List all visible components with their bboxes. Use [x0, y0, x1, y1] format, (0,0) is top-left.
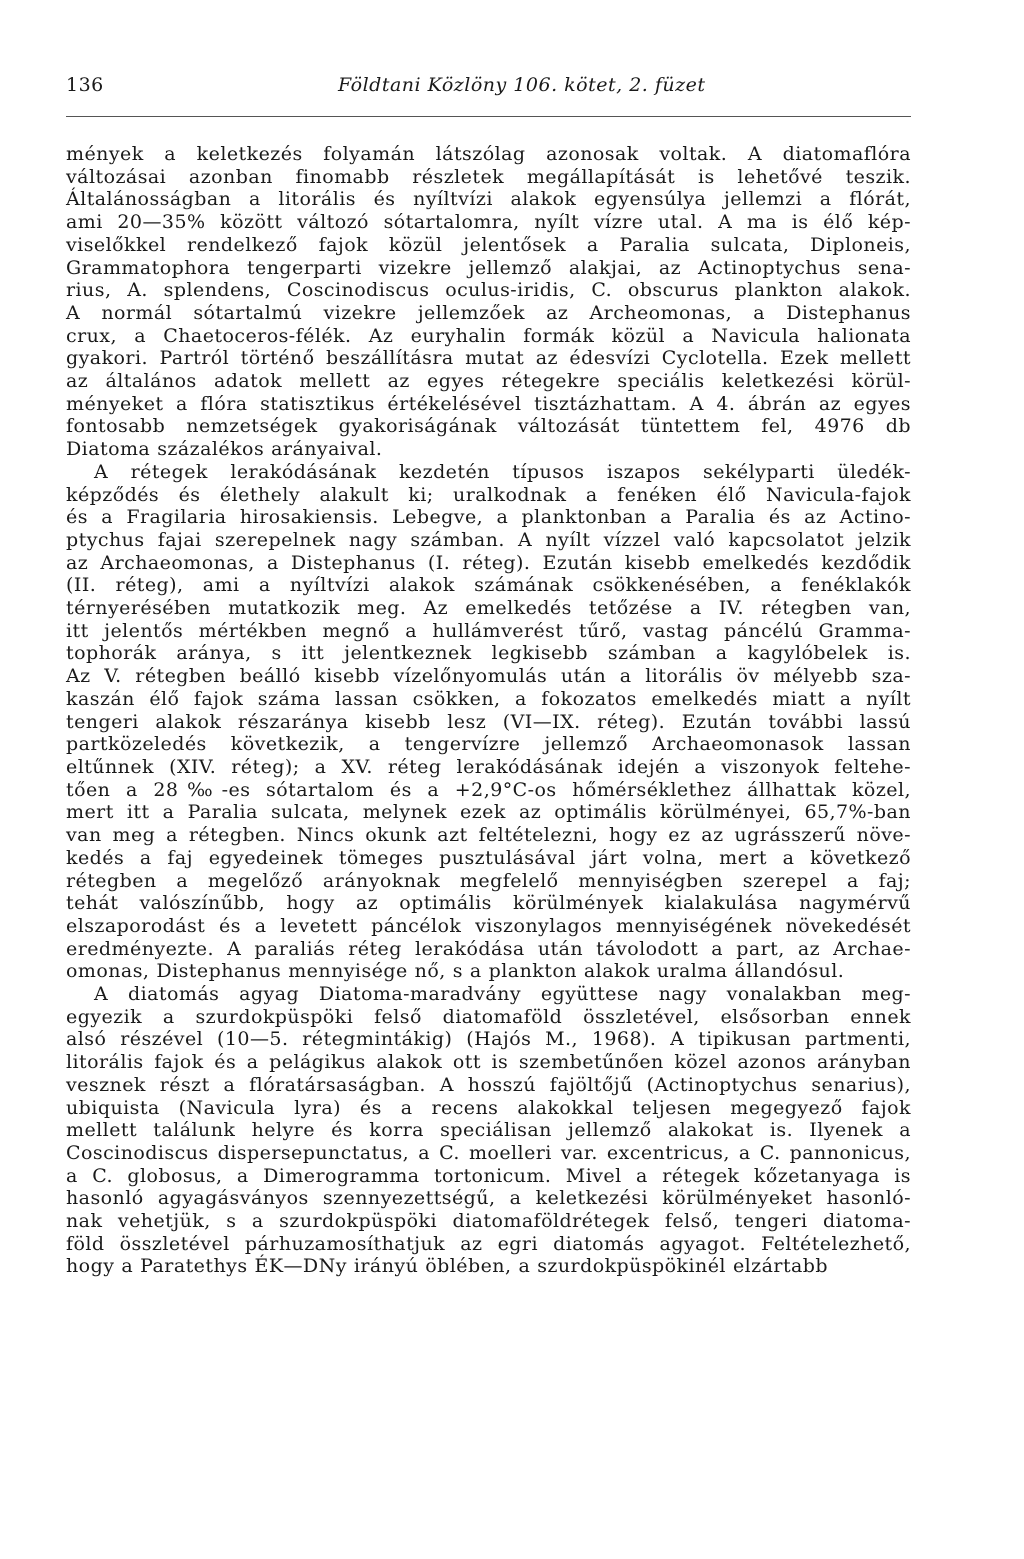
text-line: alsó részével (10—5. rétegmintákig) (Hajós M., 1968). A tipikusan partmenti, [66, 1028, 911, 1051]
text-line: tophorák aránya, s itt jelentkeznek legkisebb számban a kagylóbelek is. [66, 642, 911, 665]
text-line: az általános adatok mellett az egyes rétegekre speciális keletkezési körül- [66, 370, 911, 393]
text-line: A normál sótartalmú vizekre jellemzőek az Archeomonas, a Distephanus [66, 301, 911, 324]
paragraph [66, 983, 911, 1278]
page-number: 136 [66, 74, 104, 96]
text-line: rétegben a megelőző arányoknak megfelelő mennyiségben szerepel a faj; [66, 869, 911, 892]
text-line: ubiquista (Navicula lyra) és a recens alakokkal teljesen megegyező fajok [66, 1096, 911, 1119]
text-line: Diatoma százalékos arányaival. [66, 438, 383, 461]
text-line: változásai azonban finomabb részletek megállapítását is lehetővé teszik. [66, 165, 911, 188]
text-line: mények a keletkezés folyamán látszólag azonosak voltak. A diatomaflóra [66, 143, 911, 165]
paragraph [66, 143, 911, 461]
text-line: ami 20—35% között változó sótartalomra, nyílt vízre utal. A ma is élő kép- [66, 211, 911, 234]
text-line: képződés és élethely alakult ki; uralkodnak a fenéken élő Navicula-fajok [66, 483, 911, 506]
text-line: Az V. rétegben beálló kisebb vízelőnyomulás után a litorális öv mélyebb sza- [66, 665, 911, 688]
text-line: nak vehetjük, s a szurdokpüspöki diatomaföldrétegek felső, tengeri diatoma- [66, 1210, 911, 1233]
text-line: ptychus fajai szerepelnek nagy számban. A nyílt vízzel való kapcsolatot jelzik [66, 528, 911, 551]
text-line: Általánosságban a litorális és nyíltvízi alakok egyensúlya jellemzi a flórát, [66, 188, 911, 211]
text-line: hasonló agyagásványos szennyezettségű, a keletkezési körülményeket hasonló- [66, 1187, 911, 1210]
text-line: rius, A. splendens, Coscinodiscus oculus-iridis, C. obscurus plankton alakok. [66, 279, 911, 302]
text-line: térnyerésében mutatkozik meg. Az emelkedés tetőzése a IV. rétegben van, [66, 597, 911, 620]
text-line: kedés a faj egyedeinek tömeges pusztulásával járt volna, mert a következő [66, 846, 911, 869]
text-line: litorális fajok és a pelágikus alakok ott is szembetűnően közel azonos arányban [66, 1051, 911, 1074]
text-line: eredményezte. A paraliás réteg lerakódása után távolodott a part, az Archae- [66, 937, 911, 960]
text-line: Coscinodiscus dispersepunctatus, a C. moelleri var. excentricus, a C. pannonicus, [66, 1141, 911, 1164]
text-line: a C. globosus, a Dimerogramma tortonicum. Mivel a rétegek kőzetanyaga is [66, 1164, 911, 1187]
text-line: vesznek részt a flóratársaságban. A hosszú fajöltőjű (Actinoptychus senarius), [66, 1073, 911, 1096]
text-line: Grammatophora tengerparti vizekre jellemző alakjai, az Actinoptychus sena- [66, 256, 911, 279]
text-line: (II. réteg), ami a nyíltvízi alakok számának csökkenésében, a fenéklakók [66, 574, 911, 597]
paragraph [66, 461, 911, 983]
text-line: viselőkkel rendelkező fajok közül jelentősek a Paralia sulcata, Diploneis, [66, 233, 911, 256]
text-line: és a Fragilaria hirosakiensis. Lebegve, a planktonban a Paralia és az Actino- [66, 506, 911, 529]
text-line: itt jelentős mértékben megnő a hullámverést tűrő, vastag páncélú Gramma- [66, 619, 911, 642]
article-body [66, 143, 911, 1278]
text-line: egyezik a szurdokpüspöki felső diatomaföld összletével, elsősorban ennek [66, 1005, 911, 1028]
text-line: omonas, Distephanus mennyisége nő, s a plankton alakok uralma állandósul. [66, 960, 845, 983]
text-line: partközeledés következik, a tengervízre jellemző Archaeomonasok lassan [66, 733, 911, 756]
text-line: tengeri alakok részaránya kisebb lesz (VI—IX. réteg). Ezután további lassú [66, 710, 911, 733]
text-line: A rétegek lerakódásának kezdetén típusos iszapos sekélyparti üledék- [94, 460, 911, 483]
text-line: van meg a rétegben. Nincs okunk azt feltételezni, hogy ez az ugrásszerű növe- [66, 824, 911, 847]
text-line: eltűnnek (XIV. réteg); a XV. réteg lerakódásának idején a viszonyok feltehe- [66, 755, 911, 778]
text-line: az Archaeomonas, a Distephanus (I. réteg). Ezután kisebb emelkedés kezdődik [66, 551, 911, 574]
text-line: kaszán élő fajok száma lassan csökken, a fokozatos emelkedés miatt a nyílt [66, 687, 911, 710]
text-line: föld összletével párhuzamosíthatjuk az egri diatomás agyagot. Feltételezhető, [66, 1232, 911, 1255]
text-line: elszaporodást és a levetett páncélok viszonylagos mennyiségének növekedését [66, 914, 911, 937]
text-line: tően a 28‰-es sótartalom és a +2,9°C-os hőmérséklethez állhattak közel, [66, 778, 911, 801]
text-line: tehát valószínűbb, hogy az optimális körülmények kialakulása nagymérvű [66, 892, 911, 915]
text-line: hogy a Paratethys ÉK—DNy irányú öblében, a szurdokpüspökinél elzártabb [66, 1255, 829, 1278]
text-line: mert itt a Paralia sulcata, melynek ezek az optimális körülményei, 65,7%-ban [66, 801, 911, 824]
header-rule [66, 116, 911, 117]
text-line: crux, a Chaetoceros-félék. Az euryhalin formák közül a Navicula halionata [66, 324, 911, 347]
text-line: gyakori. Partról történő beszállításra mutat az édesvízi Cyclotella. Ezek mellett [66, 347, 911, 370]
text-line: ményeket a flóra statisztikus értékelésével tisztázhattam. A 4. ábrán az egyes [66, 392, 911, 415]
running-header [66, 74, 911, 104]
text-line: mellett találunk helyre és korra speciálisan jellemző alakokat is. Ilyenek a [66, 1119, 911, 1142]
journal-title: Földtani Közlöny 106. kötet, 2. füzet [338, 74, 706, 96]
text-line: A diatomás agyag Diatoma-maradvány együttese nagy vonalakban meg- [94, 983, 911, 1006]
text-line: fontosabb nemzetségek gyakoriságának változását tüntettem fel, 4976 db [66, 415, 911, 438]
